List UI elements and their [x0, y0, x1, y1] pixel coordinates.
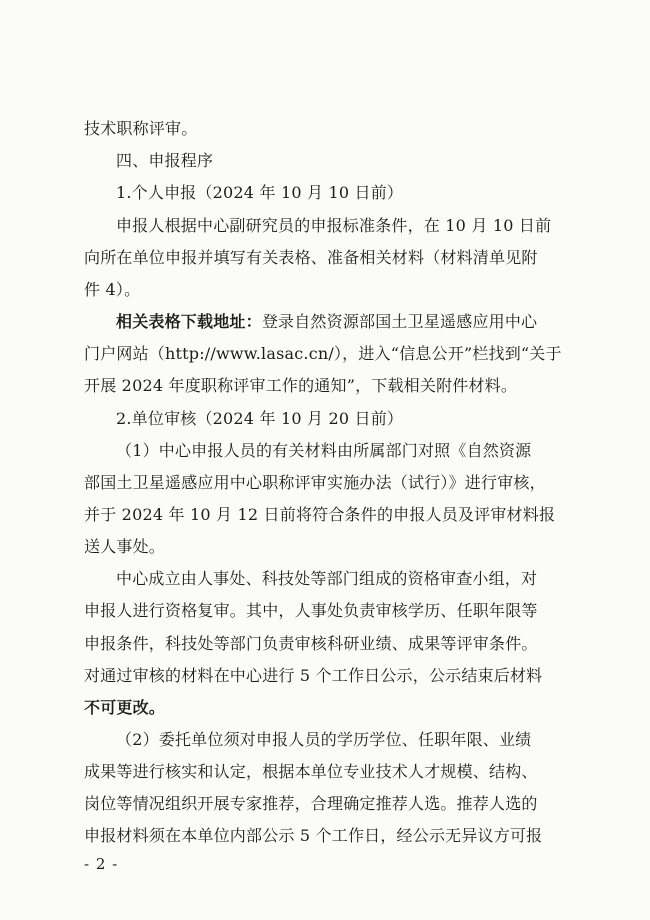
download-label-bold: 相关表格下载地址：	[116, 312, 262, 331]
download-label-text: 登录自然资源部国土卫星遥感应用中心	[261, 312, 538, 331]
body-text-line: 申报人进行资格复审。其中，人事处负责审核学历、任职年限等	[84, 601, 538, 620]
body-text-line: 门户网站（http://www.lasac.cn/），进入“信息公开”栏找到“关于	[84, 344, 562, 363]
body-text-line: 部国土卫星遥感应用中心职称评审实施办法（试行）》进行审核，	[84, 473, 546, 492]
body-text-line: （2）委托单位须对申报人员的学历学位、任职年限、业绩	[116, 730, 532, 749]
body-text-line: 成果等进行核实和认定，根据本单位专业技术人才规模、结构、	[84, 762, 538, 781]
download-paragraph-line	[116, 312, 574, 332]
body-text-line: 技术职称评审。	[84, 119, 198, 138]
page-number: - 2 -	[84, 855, 119, 873]
body-text-line: 申报条件，科技处等部门负责审核科研业绩、成果等评审条件。	[84, 634, 538, 653]
body-text-line: 开展 2024 年度职称评审工作的通知”，下载相关附件材料。	[84, 376, 518, 395]
body-text-line: 向所在单位申报并填写有关表格、准备相关材料（材料清单见附	[84, 248, 538, 267]
body-text-line: （1）中心申报人员的有关材料由所属部门对照《自然资源	[116, 441, 532, 460]
subheading: 2.单位审核（2024 年 10 月 20 日前）	[116, 409, 404, 428]
body-text-line: 中心成立由人事处、科技处等部门组成的资格审查小组，对	[116, 569, 538, 588]
section-heading: 四、申报程序	[116, 151, 214, 170]
download-label	[116, 312, 537, 331]
body-text-line: 对通过审核的材料在中心进行 5 个工作日公示，公示结束后材料	[84, 666, 543, 685]
body-text-line: 岗位等情况组织开展专家推荐，合理确定推荐人选。推荐人选的	[84, 794, 538, 813]
bold-text-line: 不可更改。	[84, 698, 166, 717]
body-text-line: 申报材料须在本单位内部公示 5 个工作日，经公示无异议方可报	[84, 826, 543, 845]
body-text-line: 送人事处。	[84, 537, 166, 556]
body-text-line: 申报人根据中心副研究员的申报标准条件，在 10 月 10 日前	[116, 216, 552, 235]
subheading: 1.个人申报（2024 年 10 月 10 日前）	[116, 183, 404, 202]
body-text-line: 并于 2024 年 10 月 12 日前将符合条件的申报人员及评审材料报	[84, 505, 556, 524]
body-text-line: 件 4）。	[84, 280, 141, 299]
